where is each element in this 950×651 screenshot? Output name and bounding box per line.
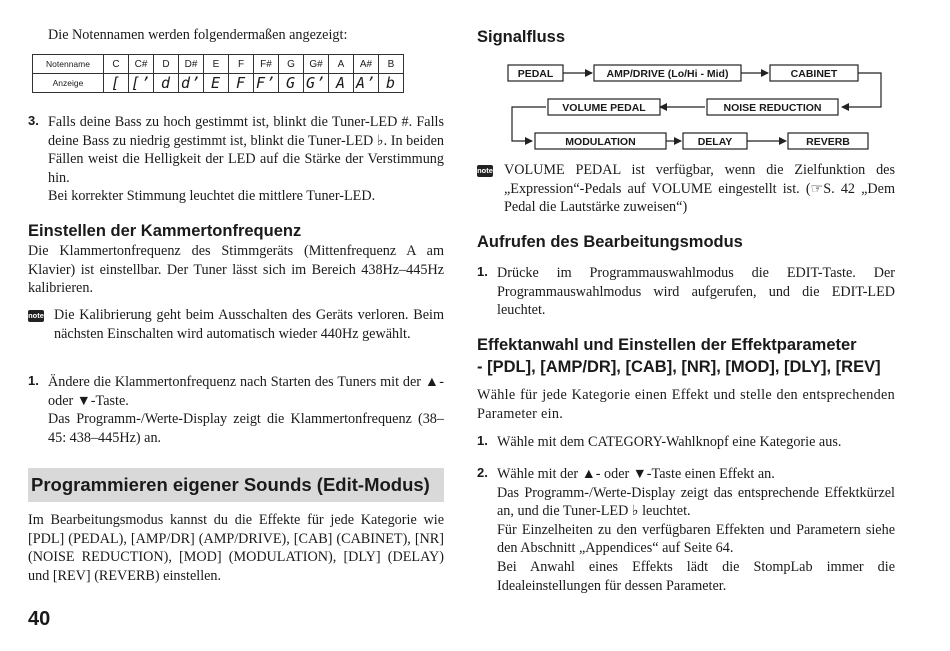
page-number: 40	[28, 608, 51, 630]
aufrufen-step-1	[477, 264, 895, 320]
note-name-table	[32, 54, 404, 93]
display-cell: A’	[354, 74, 379, 93]
effekt-step-2	[477, 465, 895, 595]
kammerton-note	[28, 306, 444, 343]
step-number: 1.	[477, 264, 488, 279]
effekt-heading-2: - [PDL], [AMP/DR], [CAB], [NR], [MOD], [DLY], [REV]	[477, 358, 881, 376]
note-names-intro: Die Notennamen werden folgendermaßen angezeigt:	[48, 27, 348, 43]
signal-flow-diagram	[477, 58, 895, 154]
effekt-step-2-text-2: Das Programm-/Werte-Display zeigt das entsprechende Effektkürzel an, und die Tuner-LED ♭ leuchtet.	[497, 484, 895, 520]
label-volume-pedal: VOLUME PEDAL	[562, 102, 646, 114]
note-cell: A	[329, 55, 354, 74]
display-cell: F’	[254, 74, 279, 93]
edit-mode-heading: Programmieren eigener Sounds (Edit-Modus)	[31, 474, 430, 495]
label-noise-reduction: NOISE REDUCTION	[723, 102, 822, 114]
arrow-cabinet-noise	[842, 73, 881, 107]
label-reverb: REVERB	[806, 136, 850, 148]
note-cell: B	[379, 55, 404, 74]
kammerton-note-text: Die Kalibrierung geht beim Ausschalten des Geräts verloren. Beim nächsten Einschalten wird automatisch wieder 440Hz gewählt.	[54, 307, 444, 342]
row-label-notenname: Notenname	[33, 55, 104, 74]
effekt-intro: Wähle für jede Kategorie einen Effekt und stelle den entsprechenden Parameter ein.	[477, 387, 895, 422]
note-cell: F#	[254, 55, 279, 74]
display-cell: d	[154, 74, 179, 93]
display-row	[33, 74, 404, 93]
display-cell: b	[379, 74, 404, 93]
display-cell: E	[204, 74, 229, 93]
label-modulation: MODULATION	[565, 136, 636, 148]
step-number: 1.	[28, 373, 39, 388]
signal-flow-heading: Signalfluss	[477, 28, 566, 46]
step-number: 3.	[28, 113, 39, 128]
label-cabinet: CABINET	[790, 68, 838, 80]
note-cell: D#	[179, 55, 204, 74]
note-cell: F	[229, 55, 254, 74]
effekt-step-1	[477, 433, 895, 452]
effekt-step-2-text-4: Bei Anwahl eines Effekts lädt die StompLab immer die Idealeinstellungen für dessen Parameter.	[497, 558, 895, 594]
step-number: 2.	[477, 465, 488, 480]
label-amp-drive: AMP/DRIVE (Lo/Hi - Mid)	[606, 68, 729, 80]
display-cell: d’	[179, 74, 204, 93]
step-3-text: Falls deine Bass zu hoch gestimmt ist, blinkt die Tuner-LED #. Falls deine Bass zu niedrig gestimmt ist, blinkt die Tuner-LED ♭. In beiden Fällen weist die Helligkeit der LED auf die Stärke der Verstimmung hin.	[48, 114, 444, 186]
aufrufen-heading: Aufrufen des Bearbeitungsmodus	[477, 233, 743, 251]
edit-mode-body: Im Bearbeitungsmodus kannst du die Effekte für jede Kategorie wie [PDL] (PEDAL), [AMP/DR] (AMP/DRIVE), [CAB] (CABINET), [NR] (NOISE REDUCTION), [MOD] (MODULATION), [DLY] (DELAY) und [REV] (REVERB) einstellen.	[28, 512, 444, 584]
step-number: 1.	[477, 433, 488, 448]
display-cell: F	[229, 74, 254, 93]
note-cell: C	[104, 55, 129, 74]
arrow-volume-modulation	[512, 107, 546, 141]
note-icon: note	[477, 166, 493, 175]
volume-pedal-note	[477, 161, 895, 217]
step-3-text-2: Bei korrekter Stimmung leuchtet die mittlere Tuner-LED.	[48, 188, 376, 205]
kammerton-step-1-text: Ändere die Klammertonfrequenz nach Starten des Tuners mit der ▲- oder ▼-Taste.	[48, 374, 444, 409]
display-cell: [	[104, 74, 129, 93]
step-3	[28, 113, 444, 206]
note-cell: A#	[354, 55, 379, 74]
aufrufen-step-1-text: Drücke im Programmauswahlmodus die EDIT-Taste. Der Programmauswahlmodus wird aufgerufen, und die EDIT-LED leuchtet.	[497, 265, 895, 319]
note-cell: G	[279, 55, 304, 74]
volume-pedal-note-text: VOLUME PEDAL ist verfügbar, wenn die Zielfunktion des „Expression“-Pedals auf VOLUME eingestellt ist. (☞S. 42 „Dem Pedal die Lautstärke zuweisen“)	[504, 162, 895, 216]
note-cell: C#	[129, 55, 154, 74]
display-cell: A	[329, 74, 354, 93]
note-icon: note	[28, 311, 44, 320]
edit-mode-heading-bar	[28, 468, 444, 502]
kammerton-heading: Einstellen der Kammertonfrequenz	[28, 222, 302, 240]
display-cell: G’	[304, 74, 329, 93]
note-name-row	[33, 55, 404, 74]
note-cell: G#	[304, 55, 329, 74]
kammerton-step-1	[28, 373, 444, 447]
effekt-step-1-text: Wähle mit dem CATEGORY-Wahlknopf eine Kategorie aus.	[497, 434, 842, 450]
effekt-step-2-text: Wähle mit der ▲- oder ▼-Taste einen Effekt an.	[497, 466, 775, 482]
note-cell: D	[154, 55, 179, 74]
kammerton-step-1-text-2: Das Programm-/Werte-Display zeigt die Klammertonfrequenz (38–45: 438–445Hz) an.	[48, 411, 444, 446]
kammerton-body: Die Klammertonfrequenz des Stimmgeräts (Mittenfrequenz A am Klavier) ist einstellbar. Der Tuner lässt sich im Bereich 438Hz–445Hz kalibrieren.	[28, 243, 444, 297]
effekt-step-2-text-3: Für Einzelheiten zu den verfügbaren Effekten und Parametern siehe den Abschnitt „Appendices“ auf Seite 64.	[497, 521, 895, 557]
display-cell: [’	[129, 74, 154, 93]
display-cell: G	[279, 74, 304, 93]
label-pedal: PEDAL	[517, 68, 554, 80]
label-delay: DELAY	[697, 136, 733, 148]
row-label-anzeige: Anzeige	[33, 74, 104, 93]
note-cell: E	[204, 55, 229, 74]
effekt-heading-1: Effektanwahl und Einstellen der Effektparameter	[477, 336, 857, 354]
